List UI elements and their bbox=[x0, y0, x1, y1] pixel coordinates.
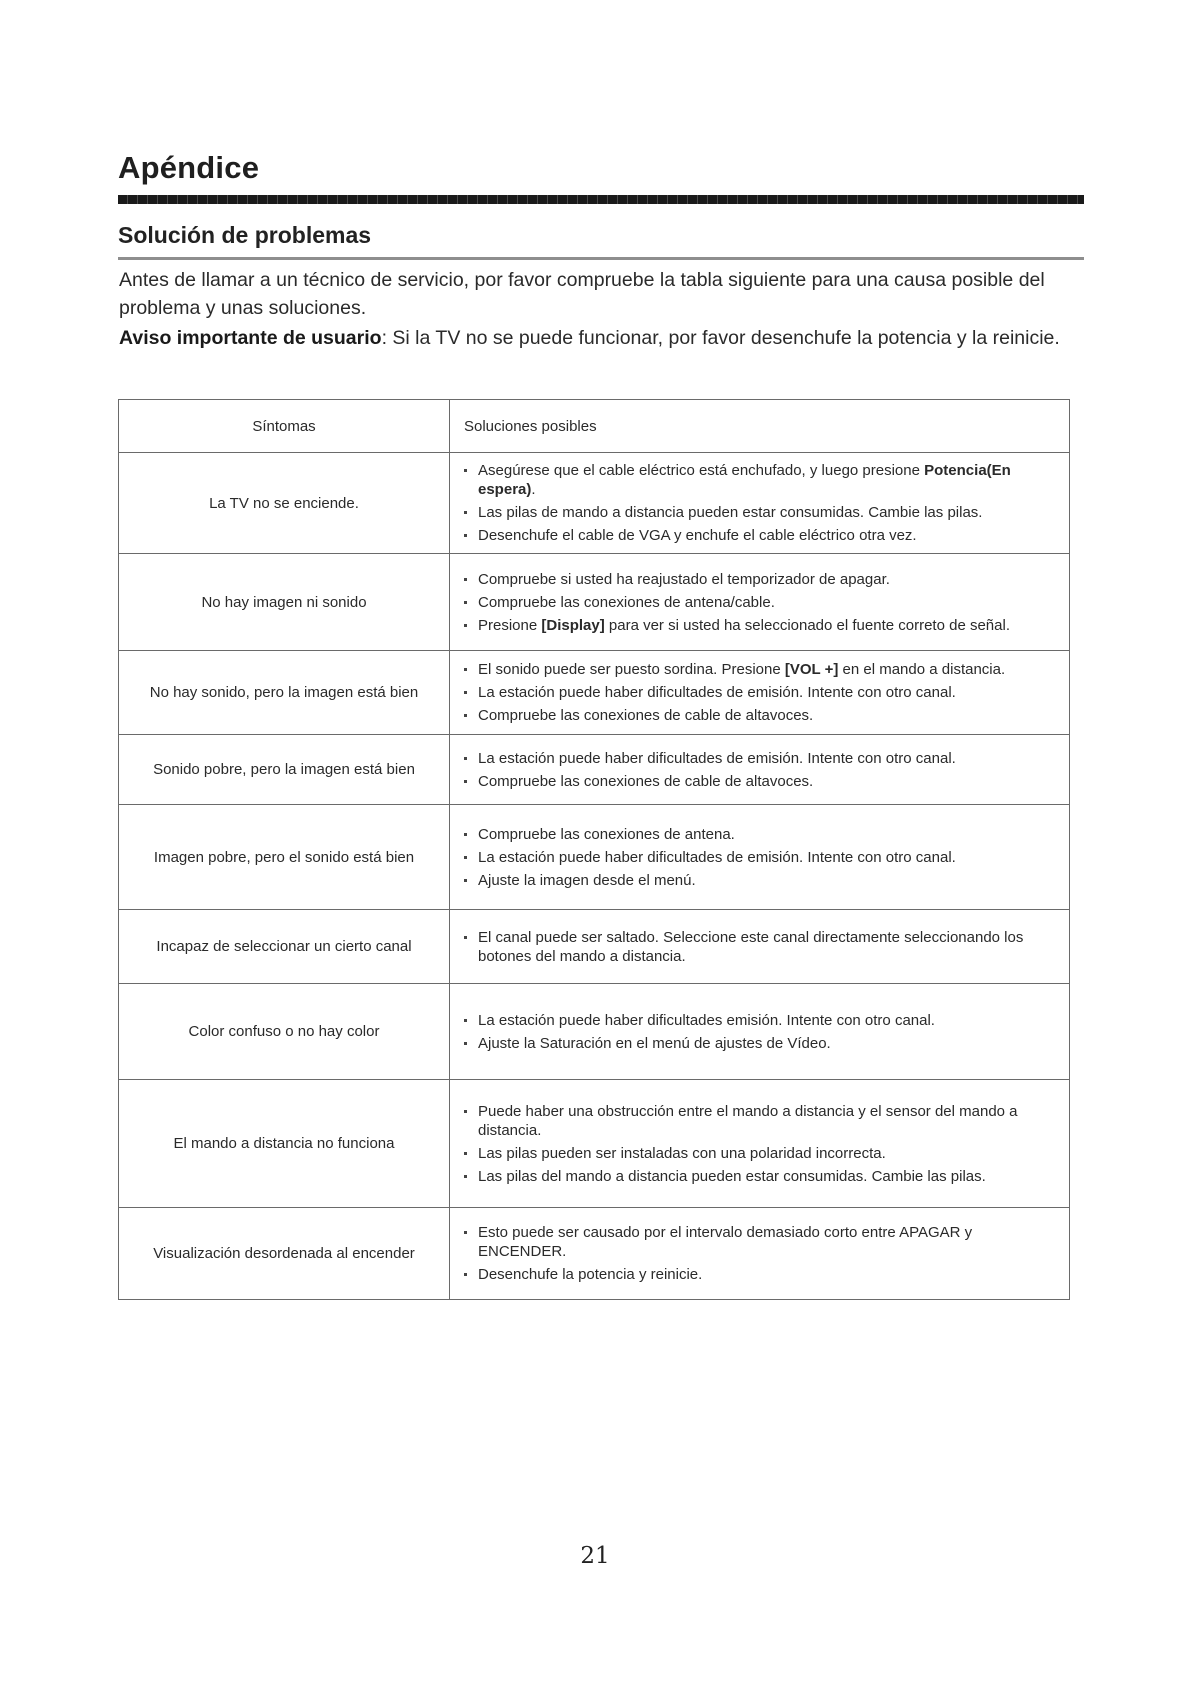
solution-text: Las pilas pueden ser instaladas con una polaridad incorrecta. bbox=[478, 1144, 886, 1162]
table-row bbox=[119, 651, 1070, 735]
solution-text: El canal puede ser saltado. Seleccione este canal directamente seleccionando los botones del mando a distancia. bbox=[478, 928, 1024, 965]
solution-text: Asegúrese que el cable eléctrico está enchufado, y luego presione bbox=[478, 462, 925, 479]
solutions-cell bbox=[450, 984, 1070, 1080]
solution-item bbox=[460, 1034, 1063, 1053]
solution-list bbox=[460, 1102, 1063, 1186]
solutions-cell bbox=[450, 1208, 1070, 1300]
solution-item bbox=[460, 570, 1063, 589]
symptom-cell: Sonido pobre, pero la imagen está bien bbox=[119, 735, 450, 805]
table-row bbox=[119, 735, 1070, 805]
solution-item bbox=[460, 1265, 1063, 1284]
solution-item bbox=[460, 1223, 1063, 1261]
solutions-cell bbox=[450, 453, 1070, 554]
section-title: Solución de problemas bbox=[118, 222, 372, 248]
solution-list bbox=[460, 570, 1063, 635]
solution-item bbox=[460, 825, 1063, 844]
solution-text: La estación puede haber dificultades de emisión. Intente con otro canal. bbox=[478, 749, 956, 767]
symptom-cell: No hay sonido, pero la imagen está bien bbox=[119, 651, 450, 735]
symptoms-header: Síntomas bbox=[119, 400, 450, 453]
solutions-cell bbox=[450, 910, 1070, 984]
table-row bbox=[119, 805, 1070, 910]
solution-item bbox=[460, 1011, 1063, 1030]
solution-text: La estación puede haber dificultades de emisión. Intente con otro canal. bbox=[478, 684, 956, 701]
solution-text: Desenchufe el cable de VGA y enchufe el cable eléctrico otra vez. bbox=[478, 527, 917, 544]
solution-item bbox=[460, 871, 1063, 890]
symptom-cell: El mando a distancia no funciona bbox=[119, 1080, 450, 1208]
user-notice bbox=[119, 323, 1079, 354]
table-row bbox=[119, 453, 1070, 554]
solution-item bbox=[460, 848, 1063, 867]
solution-list bbox=[460, 825, 1063, 890]
table-row bbox=[119, 984, 1070, 1080]
solution-text: La estación puede haber dificultades emisión. Intente con otro canal. bbox=[478, 1011, 935, 1029]
solution-list bbox=[460, 461, 1063, 545]
solution-list bbox=[460, 1223, 1063, 1284]
solutions-header: Soluciones posibles bbox=[450, 400, 1070, 453]
solution-text: Compruebe las conexiones de cable de altavoces. bbox=[478, 772, 814, 790]
solution-item bbox=[460, 928, 1063, 966]
symptom-cell: Imagen pobre, pero el sonido está bien bbox=[119, 805, 450, 910]
table-row bbox=[119, 1208, 1070, 1300]
solution-text: Esto puede ser causado por el intervalo demasiado corto entre APAGAR y ENCENDER. bbox=[478, 1224, 973, 1260]
notice-label: Aviso importante de usuario bbox=[119, 327, 382, 349]
notice-text: : Si la TV no se puede funcionar, por favor desenchufe la potencia y la reinicie. bbox=[381, 327, 1060, 349]
solution-text: Las pilas del mando a distancia pueden estar consumidas. Cambie las pilas. bbox=[478, 1167, 986, 1185]
symptom-cell: Visualización desordenada al encender bbox=[119, 1208, 450, 1300]
table-row bbox=[119, 910, 1070, 984]
solution-item bbox=[460, 1167, 1063, 1186]
table-row bbox=[119, 554, 1070, 651]
solution-item bbox=[460, 1144, 1063, 1163]
page-number: 21 bbox=[580, 1543, 610, 1569]
solution-text: El sonido puede ser puesto sordina. Presione bbox=[478, 661, 785, 678]
solution-item bbox=[460, 616, 1063, 635]
solution-keyword: [Display] bbox=[541, 616, 605, 634]
symptom-cell: Incapaz de seleccionar un cierto canal bbox=[119, 910, 450, 984]
symptom-cell: Color confuso o no hay color bbox=[119, 984, 450, 1080]
solution-item bbox=[460, 749, 1063, 768]
solution-text-after: en el mando a distancia. bbox=[838, 661, 1006, 678]
table-header-row bbox=[119, 400, 1070, 453]
solution-text: La estación puede haber dificultades de emisión. Intente con otro canal. bbox=[478, 848, 956, 866]
solution-item bbox=[460, 461, 1063, 499]
section-rule bbox=[118, 257, 1084, 260]
solution-item bbox=[460, 683, 1063, 702]
solution-item bbox=[460, 1102, 1063, 1140]
solution-keyword: [VOL +] bbox=[784, 661, 839, 678]
solution-text: Desenchufe la potencia y reinicie. bbox=[478, 1266, 703, 1283]
solution-list bbox=[460, 660, 1063, 725]
solution-text: Compruebe las conexiones de antena. bbox=[478, 825, 735, 843]
solution-list bbox=[460, 928, 1063, 966]
solution-item bbox=[460, 503, 1063, 522]
table-body bbox=[119, 453, 1070, 1300]
solution-item bbox=[460, 660, 1063, 679]
solution-keyword: Potencia(En espera) bbox=[478, 462, 1011, 498]
solution-item bbox=[460, 706, 1063, 725]
solution-text: Compruebe si usted ha reajustado el temporizador de apagar. bbox=[478, 570, 890, 588]
solution-text: Compruebe las conexiones de antena/cable. bbox=[478, 593, 775, 611]
symptom-cell: No hay imagen ni sonido bbox=[119, 554, 450, 651]
solution-list bbox=[460, 1011, 1063, 1053]
solutions-cell bbox=[450, 1080, 1070, 1208]
solution-text: Compruebe las conexiones de cable de altavoces. bbox=[478, 707, 814, 724]
solution-item bbox=[460, 593, 1063, 612]
solution-text-after: para ver si usted ha seleccionado el fuente correto de señal. bbox=[604, 616, 1010, 634]
table-row bbox=[119, 1080, 1070, 1208]
solution-text: Presione bbox=[478, 616, 542, 634]
solution-text: Las pilas de mando a distancia pueden estar consumidas. Cambie las pilas. bbox=[478, 504, 983, 521]
solution-item bbox=[460, 526, 1063, 545]
symptom-cell: La TV no se enciende. bbox=[119, 453, 450, 554]
solution-item bbox=[460, 772, 1063, 791]
intro-paragraph: Antes de llamar a un técnico de servicio, por favor compruebe la tabla siguiente para una causa posible del problema y unas soluciones. bbox=[119, 269, 1045, 319]
solutions-cell bbox=[450, 554, 1070, 651]
page-title: Apéndice bbox=[118, 150, 260, 185]
solutions-cell bbox=[450, 651, 1070, 735]
title-rule bbox=[118, 195, 1084, 204]
troubleshooting-table bbox=[118, 399, 1070, 1300]
solution-text-after: . bbox=[531, 481, 536, 498]
solution-text: Puede haber una obstrucción entre el mando a distancia y el sensor del mando a distancia. bbox=[478, 1102, 1018, 1139]
solutions-cell bbox=[450, 805, 1070, 910]
solution-text: Ajuste la imagen desde el menú. bbox=[478, 871, 696, 889]
solutions-cell bbox=[450, 735, 1070, 805]
solution-text: Ajuste la Saturación en el menú de ajustes de Vídeo. bbox=[478, 1034, 831, 1052]
solution-list bbox=[460, 749, 1063, 791]
